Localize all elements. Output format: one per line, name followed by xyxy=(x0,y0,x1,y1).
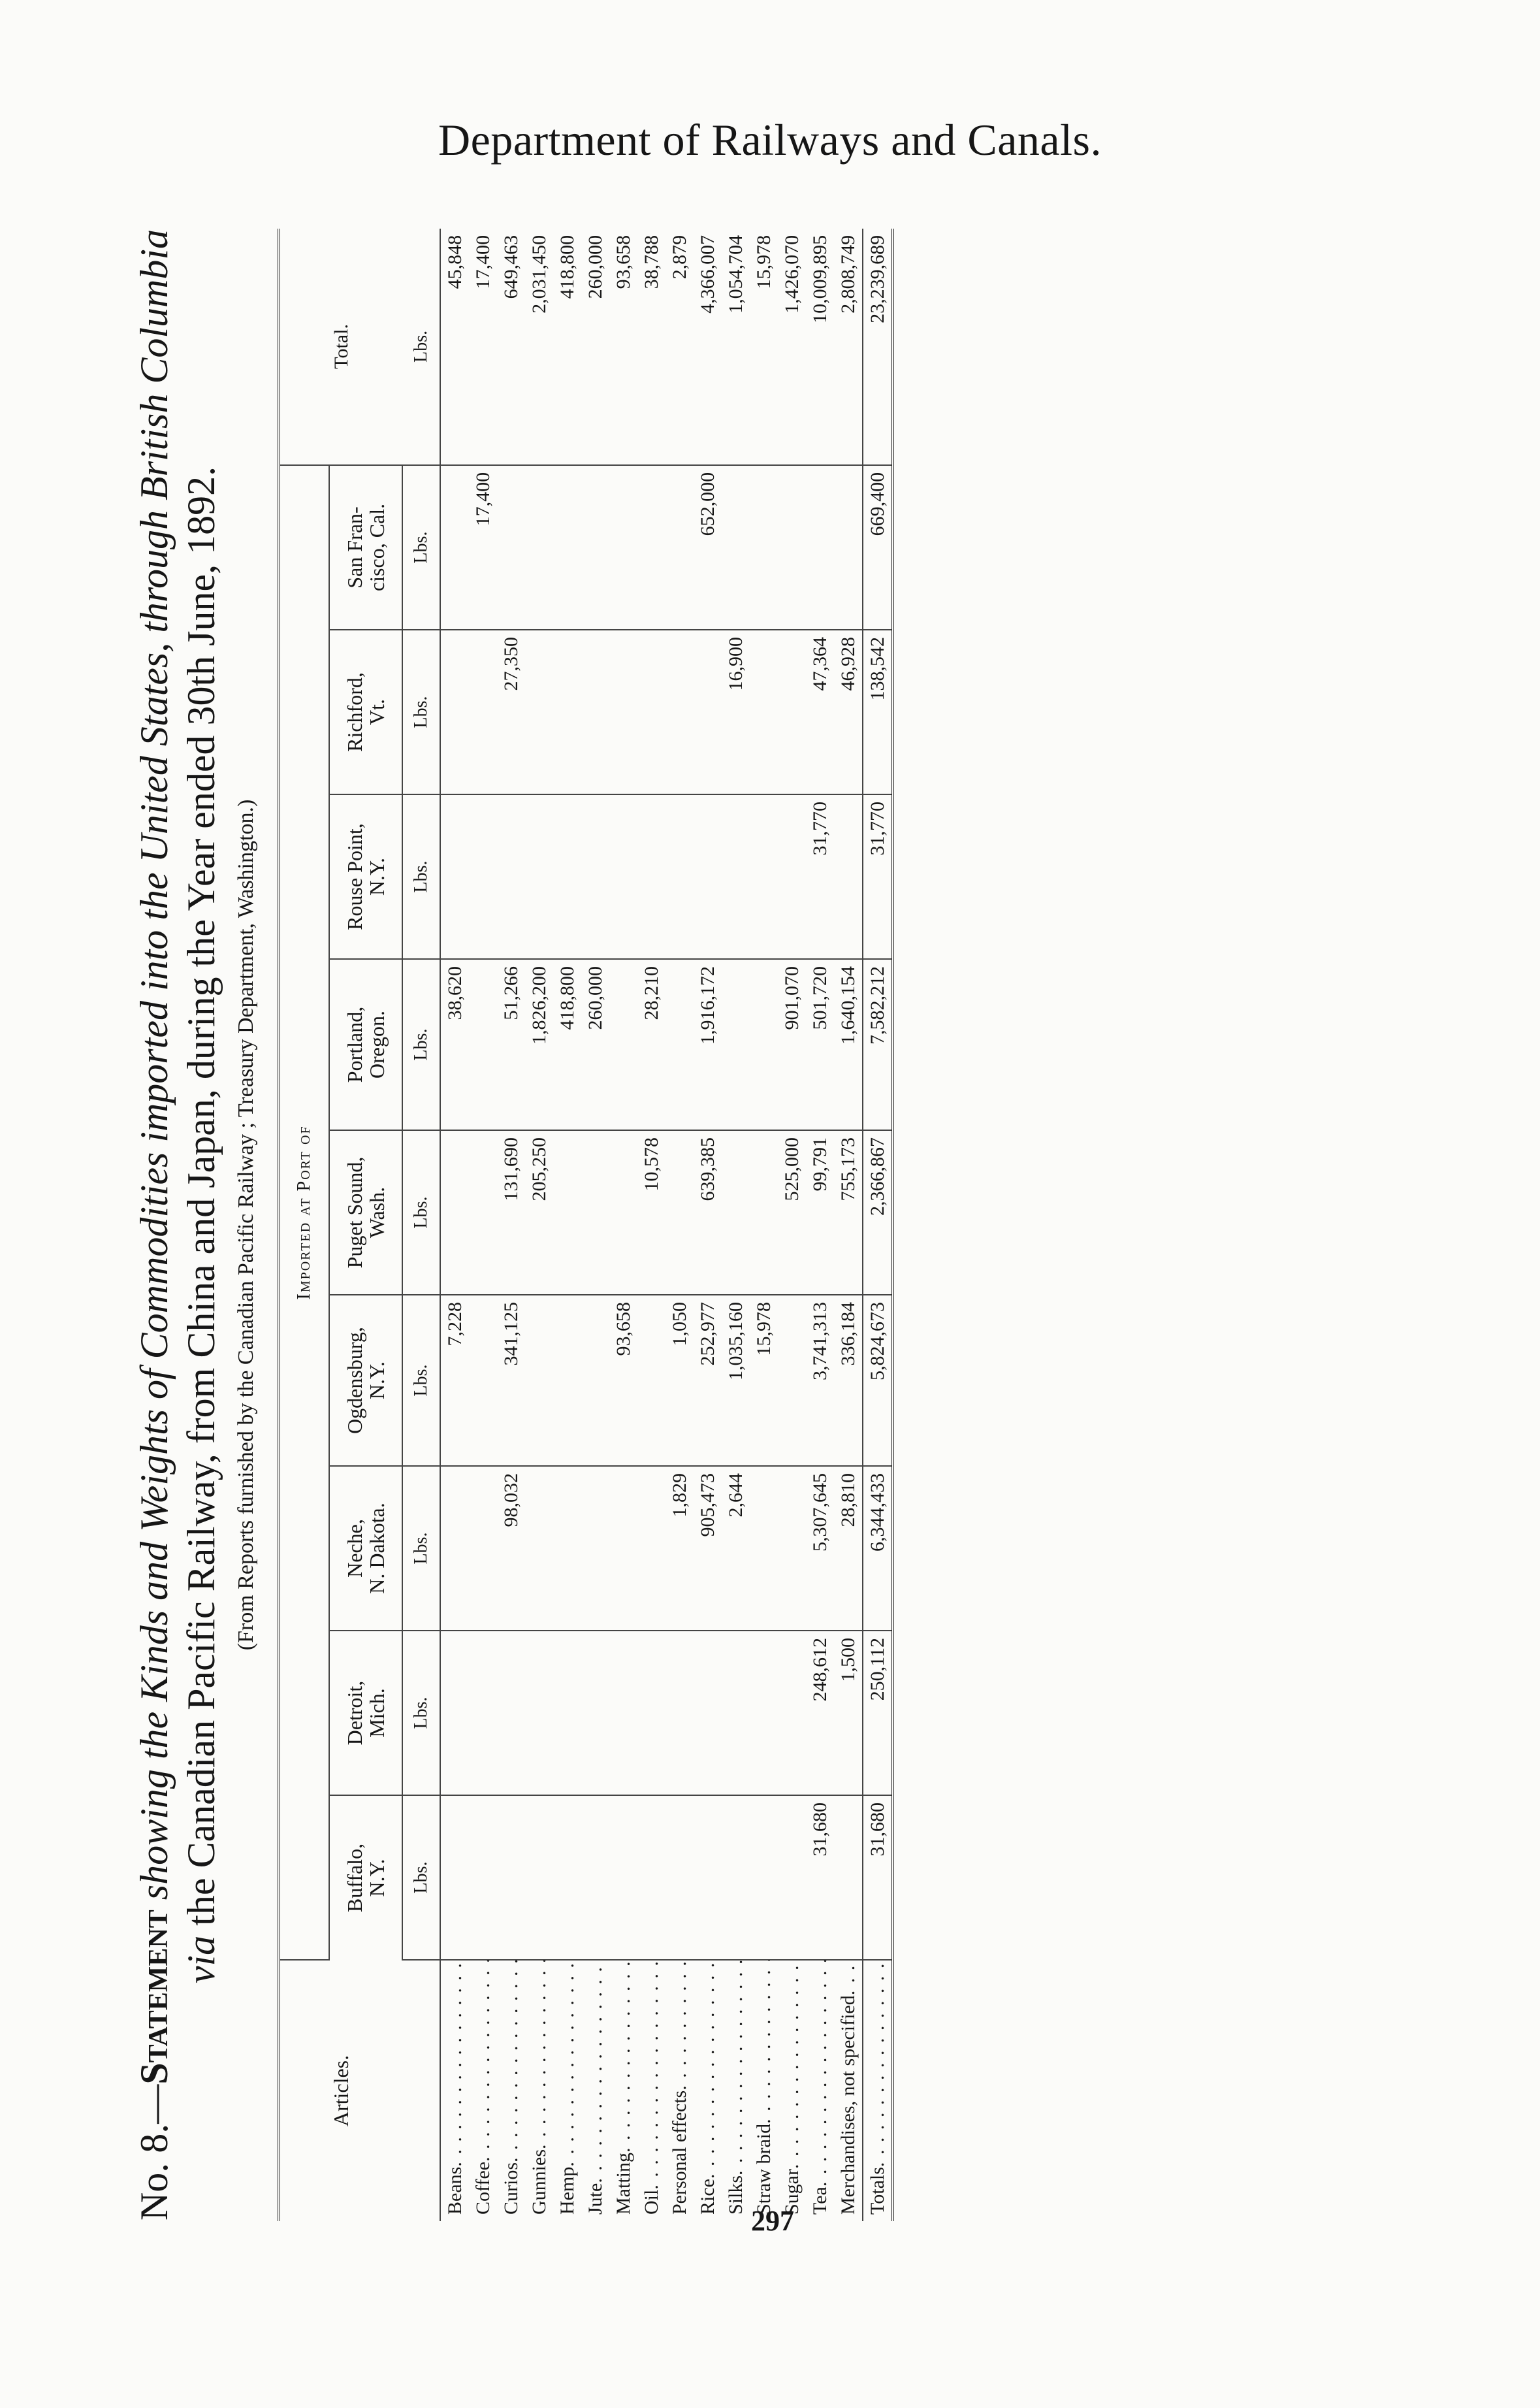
weight-cell: 341,125 xyxy=(497,1295,525,1466)
weight-cell xyxy=(525,1295,553,1466)
unit-label: Lbs. xyxy=(402,630,440,794)
weight-cell xyxy=(497,1795,525,1960)
table-row xyxy=(609,229,637,2221)
weight-cell: 1,640,154 xyxy=(834,959,863,1130)
port-state: Mich. xyxy=(365,1688,389,1738)
group-header-row xyxy=(279,229,329,2221)
column-total-cell: 2,366,867 xyxy=(863,1130,893,1295)
weight-cell xyxy=(694,1631,722,1795)
article-label: Personal effects xyxy=(668,2090,690,2215)
article-label: Curios xyxy=(500,2162,522,2215)
page-number: 297 xyxy=(751,2205,794,2237)
table-row xyxy=(750,229,778,2221)
weight-cell: 1,035,160 xyxy=(722,1295,750,1466)
port-state: cisco, Cal. xyxy=(365,503,389,592)
row-total-cell: 2,808,749 xyxy=(834,229,863,465)
port-state: N.Y. xyxy=(365,1361,389,1400)
port-column-header xyxy=(329,1295,402,1466)
article-label: Gunnies xyxy=(528,2149,550,2215)
weight-cell: 7,228 xyxy=(440,1295,469,1466)
row-total-cell: 17,400 xyxy=(469,229,497,465)
weight-cell: 1,916,172 xyxy=(694,959,722,1130)
weight-cell: 1,826,200 xyxy=(525,959,553,1130)
row-total-cell: 93,658 xyxy=(609,229,637,465)
weight-cell xyxy=(525,1631,553,1795)
weight-cell xyxy=(469,1795,497,1960)
article-name xyxy=(778,1960,806,2221)
weight-cell: 46,928 xyxy=(834,630,863,794)
weight-cell xyxy=(778,465,806,630)
weight-cell xyxy=(834,794,863,959)
unit-label: Lbs. xyxy=(402,794,440,959)
weight-cell xyxy=(440,1795,469,1960)
weight-cell xyxy=(722,465,750,630)
article-name xyxy=(581,1960,609,2221)
weight-cell xyxy=(525,794,553,959)
table-row xyxy=(581,229,609,2221)
article-name xyxy=(722,1960,750,2221)
article-label: Sugar xyxy=(780,2169,803,2215)
article-name xyxy=(440,1960,469,2221)
weight-cell: 205,250 xyxy=(525,1130,553,1295)
article-name xyxy=(609,1960,637,2221)
weight-cell xyxy=(469,794,497,959)
port-name: Neche, xyxy=(343,1519,366,1578)
weight-cell xyxy=(469,959,497,1130)
weight-cell: 1,050 xyxy=(666,1295,694,1466)
rotated-statement xyxy=(131,229,1110,2221)
article-name xyxy=(469,1960,497,2221)
port-column-header xyxy=(329,1795,402,1960)
weight-cell: 38,620 xyxy=(440,959,469,1130)
weight-cell xyxy=(637,1295,666,1466)
port-state: N. Dakota. xyxy=(365,1503,389,1594)
articles-header: Articles. xyxy=(329,2055,353,2127)
weight-cell: 47,364 xyxy=(806,630,834,794)
weight-cell xyxy=(750,465,778,630)
weight-cell xyxy=(469,1466,497,1631)
weight-cell: 1,500 xyxy=(834,1631,863,1795)
unit-label: Lbs. xyxy=(402,1795,440,1960)
weight-cell: 98,032 xyxy=(497,1466,525,1631)
weight-cell: 10,578 xyxy=(637,1130,666,1295)
weight-cell xyxy=(440,794,469,959)
unit-label: Lbs. xyxy=(402,1631,440,1795)
port-name: Detroit, xyxy=(343,1680,366,1746)
row-total-cell: 260,000 xyxy=(581,229,609,465)
port-name: Richford, xyxy=(343,672,366,752)
statement-title-line-1 xyxy=(131,229,178,2221)
weight-cell xyxy=(666,1631,694,1795)
table-row xyxy=(440,229,469,2221)
weight-cell xyxy=(750,959,778,1130)
port-state: N.Y. xyxy=(365,857,389,896)
weight-cell xyxy=(609,1631,637,1795)
weight-cell: 27,350 xyxy=(497,630,525,794)
statement-via: via xyxy=(180,1935,223,1984)
article-label: Rice xyxy=(696,2179,718,2215)
row-total-cell: 45,848 xyxy=(440,229,469,465)
column-total-cell: 250,112 xyxy=(863,1631,893,1795)
weight-cell xyxy=(553,1295,581,1466)
page-header: Department of Railways and Canals. xyxy=(438,115,1102,165)
total-header: Total. xyxy=(279,229,402,465)
weight-cell xyxy=(525,630,553,794)
port-column-header xyxy=(329,630,402,794)
article-label: Oil xyxy=(640,2189,662,2215)
weight-cell: 5,307,645 xyxy=(806,1466,834,1631)
weight-cell xyxy=(581,794,609,959)
article-label: Tea xyxy=(809,2187,831,2215)
imported-at-port-header: Imported at Port of xyxy=(279,465,329,1960)
port-column-header xyxy=(329,1466,402,1631)
column-total-cell: 7,582,212 xyxy=(863,959,893,1130)
weight-cell xyxy=(469,1631,497,1795)
article-name xyxy=(694,1960,722,2221)
weight-cell xyxy=(553,465,581,630)
article-label: Coffee xyxy=(472,2161,494,2215)
port-name: Rouse Point, xyxy=(343,823,366,930)
weight-cell: 652,000 xyxy=(694,465,722,630)
weight-cell xyxy=(637,1631,666,1795)
weight-cell xyxy=(722,794,750,959)
column-total-cell: 138,542 xyxy=(863,630,893,794)
table-row xyxy=(666,229,694,2221)
weight-cell xyxy=(694,630,722,794)
article-label: Beans xyxy=(443,2166,466,2215)
row-total-cell: 1,426,070 xyxy=(778,229,806,465)
weight-cell xyxy=(497,1631,525,1795)
unit-label: Lbs. xyxy=(402,465,440,630)
row-total-cell: 4,366,007 xyxy=(694,229,722,465)
weight-cell xyxy=(553,794,581,959)
statement-title-block xyxy=(131,229,268,2221)
weight-cell xyxy=(637,794,666,959)
weight-cell xyxy=(609,959,637,1130)
weight-cell xyxy=(778,1795,806,1960)
weight-cell xyxy=(469,1130,497,1295)
weight-cell: 525,000 xyxy=(778,1130,806,1295)
weight-cell: 28,210 xyxy=(637,959,666,1130)
weight-cell xyxy=(666,794,694,959)
totals-row xyxy=(863,229,893,2221)
article-label: Jute xyxy=(584,2183,606,2215)
column-total-cell: 5,824,673 xyxy=(863,1295,893,1466)
port-header-row xyxy=(329,229,402,2221)
weight-cell: 501,720 xyxy=(806,959,834,1130)
row-total-cell: 2,879 xyxy=(666,229,694,465)
table-row xyxy=(778,229,806,2221)
article-name xyxy=(553,1960,581,2221)
table-row xyxy=(553,229,581,2221)
weight-cell xyxy=(778,1631,806,1795)
weight-cell: 51,266 xyxy=(497,959,525,1130)
weight-cell xyxy=(440,465,469,630)
weight-cell: 15,978 xyxy=(750,1295,778,1466)
row-total-cell: 38,788 xyxy=(637,229,666,465)
weight-cell: 260,000 xyxy=(581,959,609,1130)
weight-cell xyxy=(778,1295,806,1466)
unit-header-row xyxy=(402,229,440,2221)
weight-cell xyxy=(722,1795,750,1960)
article-label: Silks xyxy=(724,2175,746,2215)
weight-cell xyxy=(694,1795,722,1960)
unit-label: Lbs. xyxy=(402,1466,440,1631)
weight-cell xyxy=(778,630,806,794)
row-total-cell: 418,800 xyxy=(553,229,581,465)
weight-cell xyxy=(666,1795,694,1960)
statement-word: Statement xyxy=(133,1910,176,2085)
weight-cell xyxy=(722,1130,750,1295)
weight-cell xyxy=(750,1130,778,1295)
article-name xyxy=(525,1960,553,2221)
table-row xyxy=(637,229,666,2221)
weight-cell: 28,810 xyxy=(834,1466,863,1631)
table-row xyxy=(834,229,863,2221)
weight-cell xyxy=(469,1295,497,1466)
grand-total-cell: 23,239,689 xyxy=(863,229,893,465)
port-name: San Fran- xyxy=(343,506,366,589)
weight-cell: 93,658 xyxy=(609,1295,637,1466)
weight-cell xyxy=(722,959,750,1130)
column-total-cell: 31,770 xyxy=(863,794,893,959)
weight-cell: 418,800 xyxy=(553,959,581,1130)
totals-label-text: Totals xyxy=(866,2167,888,2215)
weight-cell xyxy=(750,1631,778,1795)
port-state: N.Y. xyxy=(365,1859,389,1897)
row-total-cell: 10,009,895 xyxy=(806,229,834,465)
weight-cell: 755,173 xyxy=(834,1130,863,1295)
port-column-header xyxy=(329,1130,402,1295)
port-column-header xyxy=(329,794,402,959)
weight-cell xyxy=(553,630,581,794)
weight-cell xyxy=(666,465,694,630)
weight-cell: 252,977 xyxy=(694,1295,722,1466)
article-label: Hemp xyxy=(556,2166,578,2215)
weight-cell: 3,741,313 xyxy=(806,1295,834,1466)
article-name xyxy=(666,1960,694,2221)
weight-cell xyxy=(666,630,694,794)
port-name: Portland, xyxy=(343,1006,366,1083)
weight-cell xyxy=(581,1795,609,1960)
column-total-cell: 31,680 xyxy=(863,1795,893,1960)
port-name: Puget Sound, xyxy=(343,1156,366,1269)
weight-cell xyxy=(666,1130,694,1295)
port-name: Ogdensburg, xyxy=(343,1327,366,1434)
port-state: Vt. xyxy=(365,699,389,725)
unit-label: Lbs. xyxy=(402,1295,440,1466)
table-row xyxy=(525,229,553,2221)
weight-cell: 131,690 xyxy=(497,1130,525,1295)
weight-cell xyxy=(750,1795,778,1960)
weight-cell xyxy=(609,1466,637,1631)
statement-subtitle: (From Reports furnished by the Canadian Pacific Railway ; Treasury Department, Washington.) xyxy=(234,799,258,1651)
article-label: Matting xyxy=(612,2153,634,2215)
port-state: Oregon. xyxy=(365,1011,389,1079)
unit-label: Lbs. xyxy=(402,959,440,1130)
weight-cell xyxy=(806,465,834,630)
weight-cell xyxy=(553,1795,581,1960)
weight-cell xyxy=(440,630,469,794)
weight-cell: 2,644 xyxy=(722,1466,750,1631)
weight-cell xyxy=(581,465,609,630)
weight-cell xyxy=(497,794,525,959)
row-total-cell: 1,054,704 xyxy=(722,229,750,465)
weight-cell xyxy=(581,1631,609,1795)
weight-cell: 16,900 xyxy=(722,630,750,794)
article-name xyxy=(806,1960,834,2221)
weight-cell xyxy=(637,465,666,630)
commodities-table xyxy=(278,229,894,2221)
column-total-cell: 6,344,433 xyxy=(863,1466,893,1631)
weight-cell xyxy=(581,1466,609,1631)
weight-cell xyxy=(581,1130,609,1295)
weight-cell xyxy=(834,465,863,630)
article-name xyxy=(834,1960,863,2221)
article-name xyxy=(750,1960,778,2221)
article-name xyxy=(637,1960,666,2221)
weight-cell xyxy=(525,465,553,630)
weight-cell xyxy=(553,1130,581,1295)
weight-cell: 248,612 xyxy=(806,1631,834,1795)
weight-cell xyxy=(609,630,637,794)
weight-cell: 17,400 xyxy=(469,465,497,630)
weight-cell xyxy=(440,1631,469,1795)
weight-cell xyxy=(750,794,778,959)
weight-cell: 31,770 xyxy=(806,794,834,959)
weight-cell xyxy=(553,1466,581,1631)
totals-label xyxy=(863,1960,893,2221)
weight-cell xyxy=(750,630,778,794)
weight-cell xyxy=(525,1466,553,1631)
weight-cell: 905,473 xyxy=(694,1466,722,1631)
table-row xyxy=(694,229,722,2221)
port-state: Wash. xyxy=(365,1186,389,1239)
unit-label-blank xyxy=(402,1960,440,2221)
weight-cell xyxy=(553,1631,581,1795)
weight-cell: 31,680 xyxy=(806,1795,834,1960)
statement-title-text-2: the Canadian Pacific Railway, from China and Japan, during the Year ended 30th June, 1892. xyxy=(180,466,223,1936)
weight-cell: 336,184 xyxy=(834,1295,863,1466)
weight-cell xyxy=(497,465,525,630)
weight-cell: 639,385 xyxy=(694,1130,722,1295)
statement-title-text-1: showing the Kinds and Weights of Commodities imported into the United States, through British Columbia xyxy=(133,229,176,1910)
port-name: Buffalo, xyxy=(343,1843,366,1913)
weight-cell xyxy=(525,1795,553,1960)
table-body xyxy=(440,229,893,2221)
weight-cell xyxy=(581,630,609,794)
weight-cell xyxy=(750,1466,778,1631)
table-row xyxy=(806,229,834,2221)
statement-title-line-2 xyxy=(178,229,225,2221)
row-total-cell: 15,978 xyxy=(750,229,778,465)
weight-cell xyxy=(440,1466,469,1631)
unit-label: Lbs. xyxy=(402,1130,440,1295)
table-row xyxy=(722,229,750,2221)
table-row xyxy=(497,229,525,2221)
table-row xyxy=(469,229,497,2221)
weight-cell xyxy=(694,794,722,959)
article-name xyxy=(497,1960,525,2221)
weight-cell xyxy=(440,1130,469,1295)
row-total-cell: 649,463 xyxy=(497,229,525,465)
weight-cell xyxy=(778,794,806,959)
column-total-cell: 669,400 xyxy=(863,465,893,630)
weight-cell xyxy=(666,959,694,1130)
weight-cell xyxy=(469,630,497,794)
weight-cell: 99,791 xyxy=(806,1130,834,1295)
weight-cell: 1,829 xyxy=(666,1466,694,1631)
weight-cell xyxy=(609,1795,637,1960)
weight-cell: 901,070 xyxy=(778,959,806,1130)
weight-cell xyxy=(834,1795,863,1960)
weight-cell xyxy=(637,1466,666,1631)
port-column-header xyxy=(329,465,402,630)
weight-cell xyxy=(722,1631,750,1795)
weight-cell xyxy=(609,1130,637,1295)
article-label: Merchandises, not specified xyxy=(837,1995,859,2215)
row-total-cell: 2,031,450 xyxy=(525,229,553,465)
article-label: Straw braid xyxy=(752,2123,775,2215)
weight-cell xyxy=(778,1466,806,1631)
weight-cell xyxy=(609,794,637,959)
weight-cell xyxy=(609,465,637,630)
port-column-header xyxy=(329,959,402,1130)
weight-cell xyxy=(637,1795,666,1960)
weight-cell xyxy=(637,630,666,794)
unit-label: Lbs. xyxy=(402,229,440,465)
weight-cell xyxy=(581,1295,609,1466)
statement-number: No. 8.— xyxy=(133,2084,176,2221)
port-column-header xyxy=(329,1631,402,1795)
